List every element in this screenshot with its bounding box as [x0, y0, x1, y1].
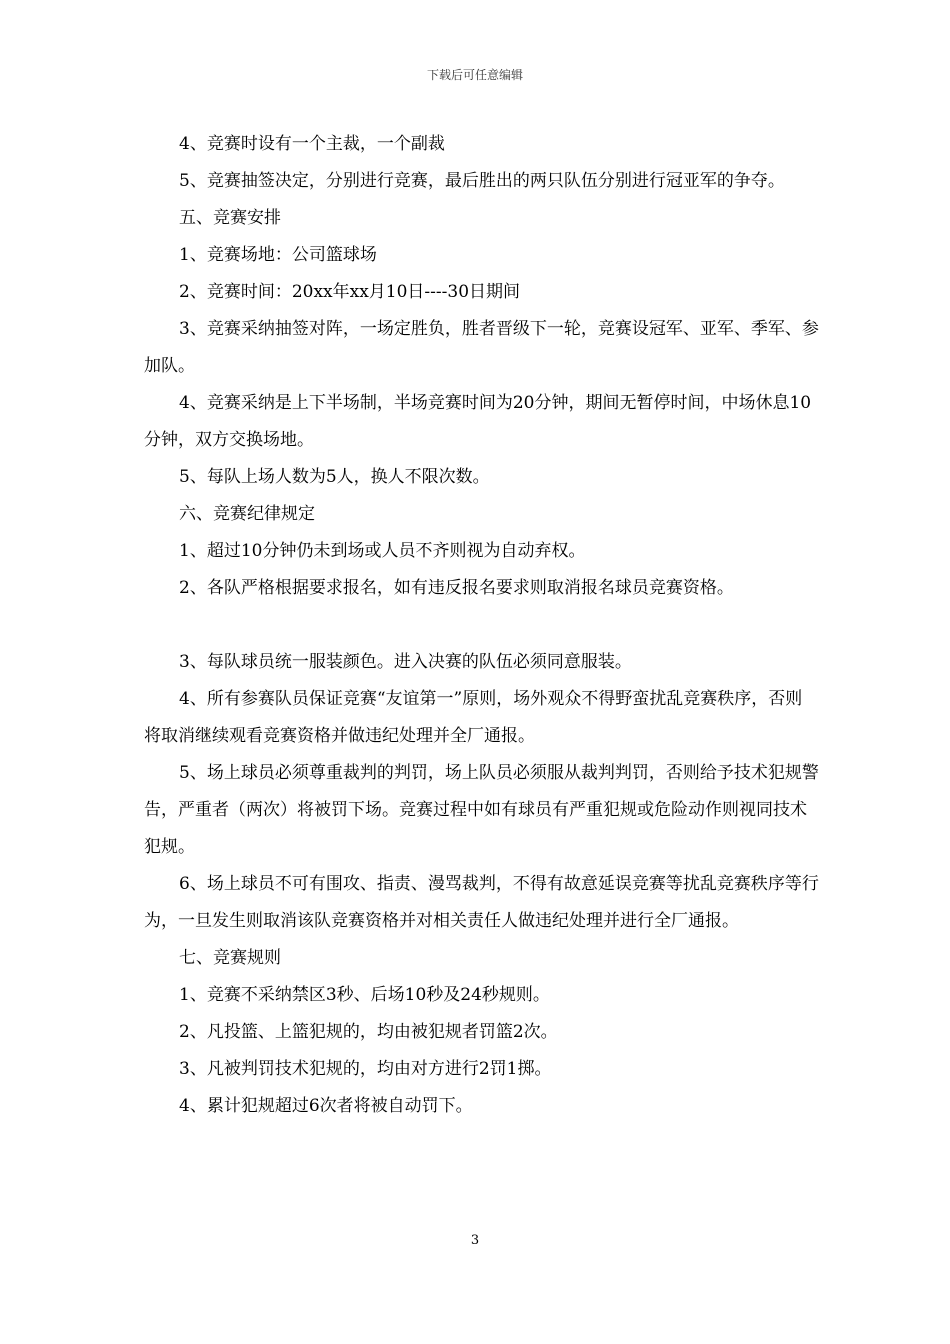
paragraph: 4、竞赛时设有一个主裁，一个副裁 [179, 134, 445, 154]
paragraph: 3、每队球员统一服装颜色。进入决赛的队伍必须同意服装。 [179, 652, 632, 672]
paragraph: 1、超过10分钟仍未到场或人员不齐则视为自动弃权。 [179, 541, 586, 561]
paragraph: 5、竞赛抽签决定，分别进行竞赛，最后胜出的两只队伍分别进行冠亚军的争夺。 [179, 171, 785, 191]
paragraph: 5、场上球员必须尊重裁判的判罚，场上队员必须服从裁判判罚，否则给予技术犯规警告，严重者（两次）将被罚下场。竞赛过程中如有球员有严重犯规或危险动作则视同技术犯规。 [144, 763, 819, 857]
paragraph: 1、竞赛场地：公司篮球场 [179, 245, 377, 265]
paragraph: 2、凡投篮、上篮犯规的，均由被犯规者罚篮2次。 [179, 1022, 558, 1042]
blank-line [144, 607, 819, 644]
paragraph: 2、各队严格根据要求报名，如有违反报名要求则取消报名球员竞赛资格。 [179, 578, 734, 598]
paragraph: 4、竞赛采纳是上下半场制，半场竞赛时间为20分钟，期间无暂停时间，中场休息10分钟，双方交换场地。 [144, 393, 812, 450]
section-heading: 六、竞赛纪律规定 [179, 504, 315, 524]
paragraph: 6、场上球员不可有围攻、指责、漫骂裁判，不得有故意延误竞赛等扰乱竞赛秩序等行为，一旦发生则取消该队竞赛资格并对相关责任人做违纪处理并进行全厂通报。 [144, 874, 819, 931]
paragraph: 5、每队上场人数为5人，换人不限次数。 [179, 467, 490, 487]
paragraph: 3、竞赛采纳抽签对阵，一场定胜负，胜者晋级下一轮，竞赛设冠军、亚军、季军、参加队。 [144, 319, 819, 376]
page-number: 3 [470, 1233, 480, 1248]
page-header: 下载后可任意编辑 [426, 68, 523, 82]
paragraph: 2、竞赛时间：20xx年xx月10日----30日期间 [179, 282, 521, 302]
paragraph: 1、竞赛不采纳禁区3秒、后场10秒及24秒规则。 [179, 985, 550, 1005]
paragraph: 3、凡被判罚技术犯规的，均由对方进行2罚1掷。 [179, 1059, 552, 1079]
section-heading: 七、竞赛规则 [179, 948, 281, 968]
section-heading: 五、竞赛安排 [179, 208, 281, 228]
paragraph: 4、累计犯规超过6次者将被自动罚下。 [179, 1096, 473, 1116]
paragraph: 4、所有参赛队员保证竞赛“友谊第一”原则，场外观众不得野蛮扰乱竞赛秩序，否则将取消继续观看竞赛资格并做违纪处理并全厂通报。 [144, 689, 803, 746]
document-body [144, 126, 819, 1125]
